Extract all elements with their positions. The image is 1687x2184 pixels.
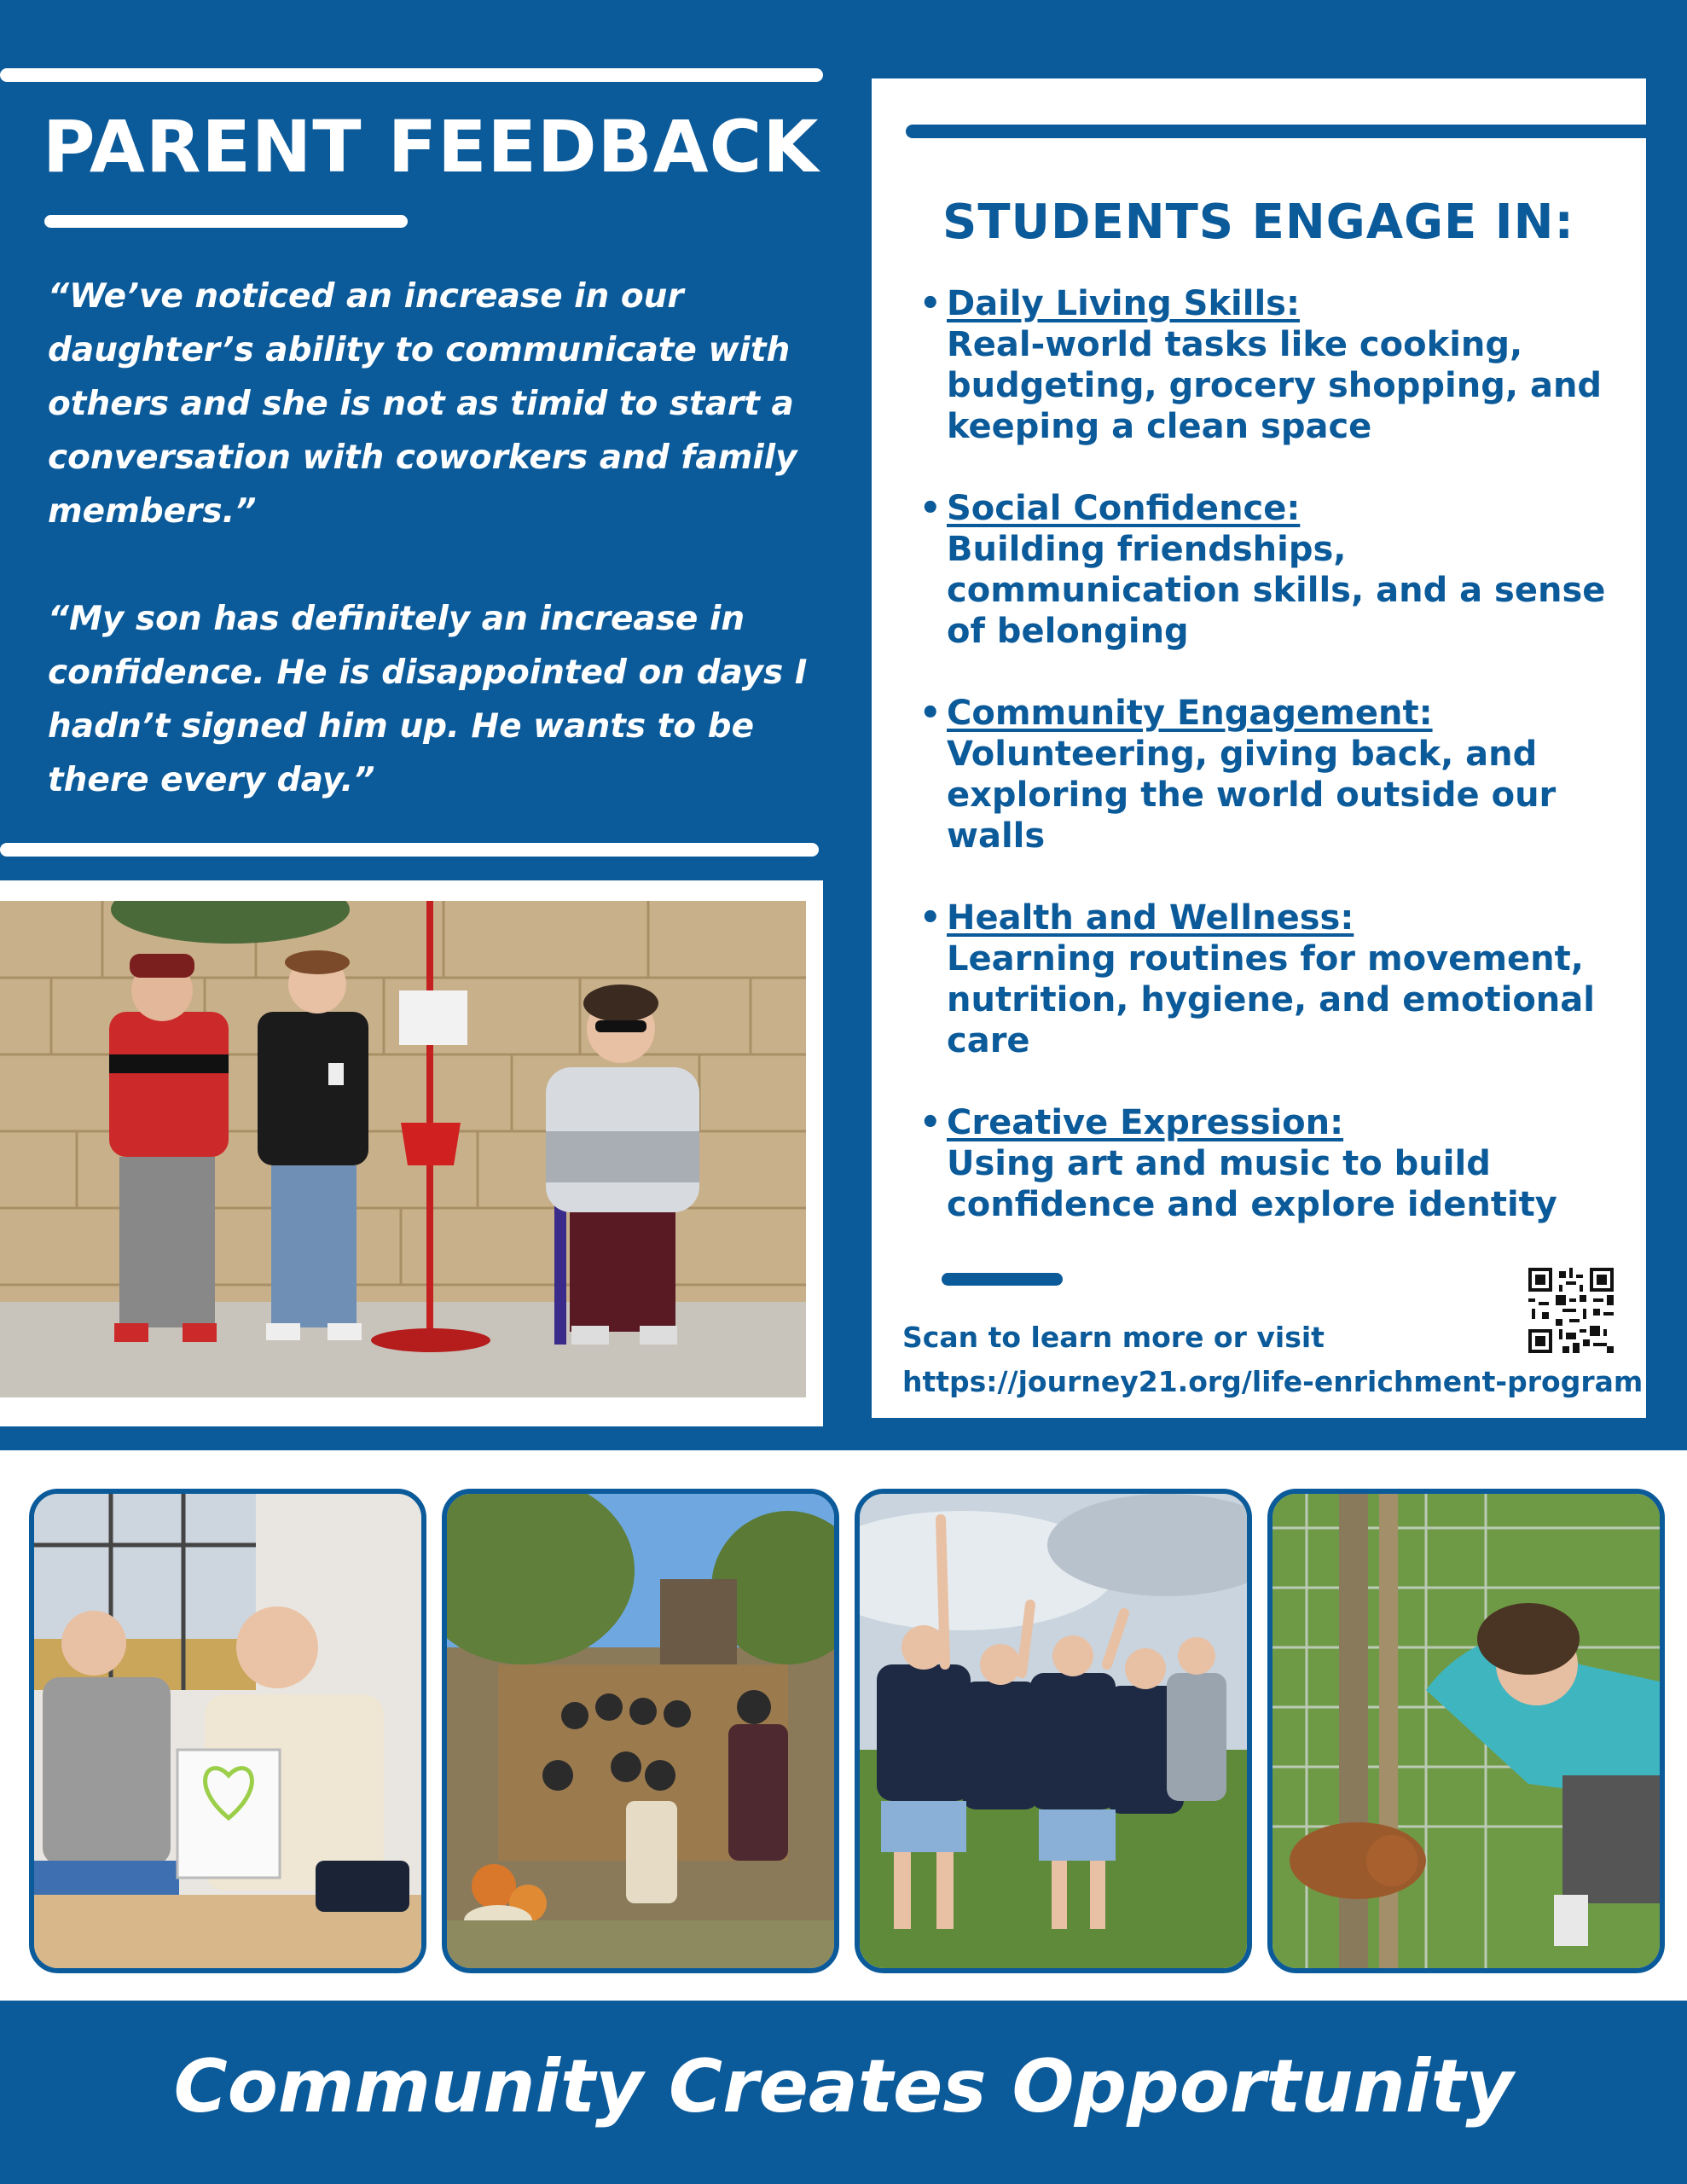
engage-item-heading: Community Engagement:	[947, 694, 1433, 733]
bullet-icon: •	[919, 489, 942, 528]
main-photo	[0, 901, 806, 1397]
engage-top-bar	[906, 125, 1653, 138]
strip-photo-1-image	[34, 1494, 421, 1968]
engage-item-heading: Creative Expression:	[947, 1103, 1344, 1142]
engage-item-text: Learning routines for movement, nutrition, hygiene, and emotional care	[947, 939, 1595, 1060]
strip-photo-2-image	[447, 1494, 834, 1968]
engage-item-daily-living	[919, 283, 1629, 447]
scan-text: Scan to learn more or visit	[902, 1321, 1325, 1354]
bullet-icon: •	[919, 284, 942, 323]
program-url[interactable]: https://journey21.org/life-enrichment-program	[902, 1365, 1644, 1398]
strip-photo-4	[1267, 1489, 1665, 1973]
engage-item-text: Building friendships, communication skills, and a sense of belonging	[947, 530, 1606, 651]
engage-item-text: Using art and music to build confidence and explore identity	[947, 1144, 1557, 1224]
qr-code-icon[interactable]	[1528, 1268, 1614, 1353]
engage-item-text: Real-world tasks like cooking, budgeting, grocery shopping, and keeping a clean space	[947, 325, 1603, 446]
engage-item-heading: Health and Wellness:	[947, 898, 1354, 938]
engage-item-heading: Daily Living Skills:	[947, 284, 1300, 323]
engage-item-heading: Social Confidence:	[947, 489, 1301, 528]
bottom-divider	[0, 843, 819, 857]
footer-slogan: Community Creates Opportunity	[173, 2044, 1514, 2129]
parent-feedback-title: PARENT FEEDBACK	[43, 105, 820, 189]
strip-photo-1	[29, 1489, 426, 1973]
top-divider	[0, 68, 823, 82]
strip-photo-3	[855, 1489, 1252, 1973]
title-underline	[44, 215, 408, 228]
engage-item-community-engagement	[919, 693, 1629, 857]
engage-short-bar	[942, 1273, 1063, 1286]
engage-item-creative-expression	[919, 1102, 1629, 1225]
engage-item-health-wellness	[919, 897, 1629, 1061]
bullet-icon: •	[919, 694, 942, 733]
engage-item-social-confidence	[919, 488, 1629, 652]
qr-code-graphic	[1528, 1268, 1614, 1353]
engage-list	[919, 283, 1629, 1225]
engage-item-text: Volunteering, giving back, and exploring the world outside our walls	[947, 735, 1557, 856]
engage-title: STUDENTS ENGAGE IN:	[942, 195, 1574, 250]
strip-photo-2	[442, 1489, 839, 1973]
bullet-icon: •	[919, 1103, 942, 1142]
parent-quote-1: “We’ve noticed an increase in our daughter’s ability to communicate with others and she is not as timid to start a conversation with coworkers and family members.”	[48, 277, 797, 531]
strip-photo-4-image	[1272, 1494, 1660, 1968]
bullet-icon: •	[919, 898, 942, 938]
strip-photo-3-image	[860, 1494, 1247, 1968]
parent-quote-2: “My son has definitely an increase in confidence. He is disappointed on days I hadn’t signed him up. He wants to be there every day.”	[48, 600, 808, 799]
main-photo-image	[0, 901, 806, 1397]
